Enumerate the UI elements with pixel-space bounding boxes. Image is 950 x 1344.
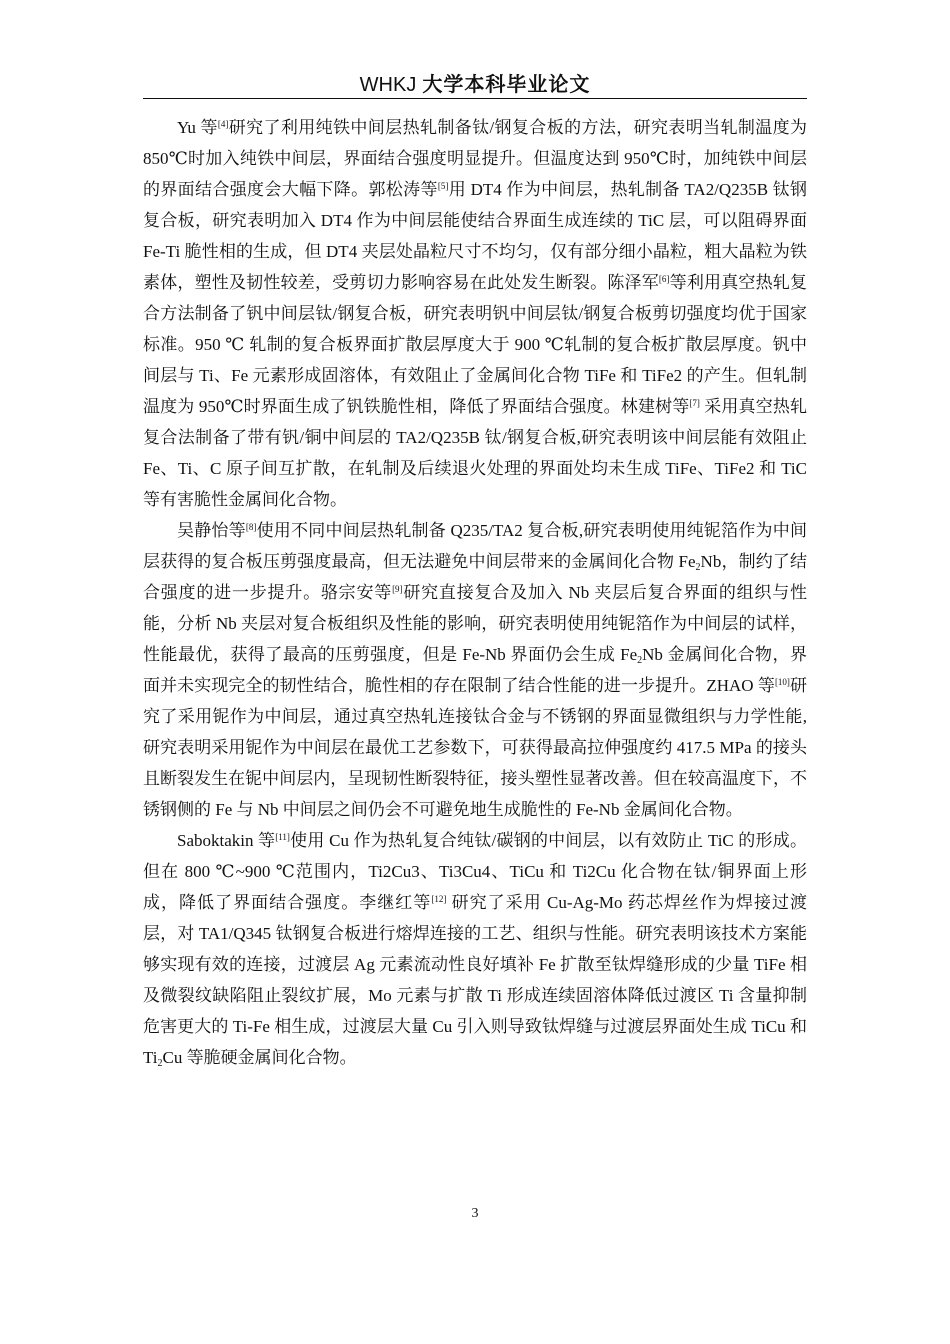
text-run: 使用 Cu 作为热轧复合纯钛/碳钢的中间层，以有效防止 TiC 的形成。但在 800 ℃~900 ℃范围内，Ti2Cu3、Ti3Cu4、TiCu 和 Ti2Cu 化合物在钛/铜界面上形成，降低了界面结合强度。李继红等 bbox=[143, 831, 807, 912]
text-run: 等利用真空热轧复合方法制备了钒中间层钛/钢复合板，研究表明钒中间层钛/钢复合板剪切强度均优于国家标准。950 ℃ 轧制的复合板界面扩散层厚度大于 900 ℃轧制的复合板扩散层厚度。钒中间层与 Ti、Fe 元素形成固溶体，有效阻止了金属间化合物 TiFe 和 TiFe2 的产生。但轧制温度为 950℃时界面生成了钒铁脆性相，降低了界面结合强度。林建树等 bbox=[143, 273, 808, 416]
subscript: 2 bbox=[157, 1058, 163, 1069]
paragraph-2 bbox=[143, 515, 807, 825]
header-title: 大学本科毕业论文 bbox=[422, 74, 591, 96]
citation: [10] bbox=[774, 677, 790, 687]
subscript: 2 bbox=[695, 562, 701, 573]
header-latin: WHKJ bbox=[359, 74, 417, 96]
citation: [12] bbox=[431, 894, 447, 904]
citation: [9] bbox=[392, 584, 403, 594]
text-run: Saboktakin 等 bbox=[177, 831, 276, 850]
page-header bbox=[143, 68, 807, 97]
citation: [5] bbox=[437, 181, 449, 191]
text-run: 研究了利用纯铁中间层热轧制备钛/钢复合板的方法，研究表明当轧制温度为 850℃时加入纯铁中间层，界面结合强度明显提升。但温度达到 950℃时，加纯铁中间层的界面结合强度会大幅下降。郭松涛等 bbox=[143, 118, 807, 199]
text-run: 研究了采用铌作为中间层，通过真空热轧连接钛合金与不锈钢的界面显微组织与力学性能,研究表明采用铌作为中间层在最优工艺参数下，可获得最高拉伸强度约 417.5 MPa 的接头且断裂发生在铌中间层内，呈现韧性断裂特征，接头塑性显著改善。但在较高温度下，不锈钢侧的 Fe 与 Nb 中间层之间仍会不可避免地生成脆性的 Fe-Nb 金属间化合物。 bbox=[143, 676, 808, 819]
page-number: 3 bbox=[471, 1206, 479, 1221]
text-run: 研究了采用 Cu-Ag-Mo 药芯焊丝作为焊接过渡层，对 TA1/Q345 钛钢复合板进行熔焊连接的工艺、组织与性能。研究表明该技术方案能够实现有效的连接，过渡层 Ag 元素流动性良好填补 Fe 扩散至钛焊缝形成的少量 TiFe 相及微裂纹缺陷阻止裂纹扩展，Mo 元素与扩散 Ti 形成连续固溶体降低过渡区 Ti 含量抑制危害更大的 Ti-Fe 相生成，过渡层大量 Cu 引入则导致钛焊缝与过渡层界面处生成 TiCu 和 Ti bbox=[143, 893, 808, 1067]
text-run: Yu 等 bbox=[177, 118, 218, 137]
citation: [6] bbox=[658, 274, 670, 284]
document-body bbox=[143, 112, 807, 1073]
paragraph-3 bbox=[143, 825, 807, 1073]
text-run: 研究直接复合及加入 Nb 夹层后复合界面的组织与性能，分析 Nb 夹层对复合板组织及性能的影响，研究表明使用纯铌箔作为中间层的试样，性能最优，获得了最高的压剪强度，但是 Fe-Nb 界面仍会生成 Fe bbox=[143, 583, 808, 664]
text-run: 使用不同中间层热轧制备 Q235/TA2 复合板,研究表明使用纯铌箔作为中间层获得的复合板压剪强度最高，但无法避免中间层带来的金属间化合物 Fe bbox=[143, 521, 807, 571]
paragraph-1 bbox=[143, 112, 807, 515]
subscript: 2 bbox=[637, 655, 643, 666]
text-run: 采用真空热轧复合法制备了带有钒/铜中间层的 TA2/Q235B 钛/钢复合板,研究表明该中间层能有效阻止 Fe、Ti、C 原子间互扩散，在轧制及后续退火处理的界面处均未生成 TiFe、TiFe2 和 TiC 等有害脆性金属间化合物。 bbox=[143, 397, 807, 509]
citation: [8] bbox=[245, 522, 257, 532]
citation: [4] bbox=[217, 119, 229, 129]
text-run: 吴静怡等 bbox=[177, 521, 246, 540]
citation: [11] bbox=[275, 832, 290, 842]
header-rule bbox=[143, 98, 807, 99]
text-run: 用 DT4 作为中间层，热轧制备 TA2/Q235B 钛钢复合板，研究表明加入 DT4 作为中间层能使结合界面生成连续的 TiC 层，可以阻碍界面 Fe-Ti 脆性相的生成，但 DT4 夹层处晶粒尺寸不均匀，仅有部分细小晶粒，粗大晶粒为铁素体，塑性及韧性较差，受剪切力影响容易在此处发生断裂。陈泽军 bbox=[143, 180, 807, 292]
text-run: Nb，制约了结合强度的进一步提升。骆宗安等 bbox=[143, 552, 807, 602]
text-run: Nb 金属间化合物，界面并未实现完全的韧性结合，脆性相的存在限制了结合性能的进一步提升。ZHAO 等 bbox=[143, 645, 808, 695]
text-run: Cu 等脆硬金属间化合物。 bbox=[162, 1048, 357, 1067]
citation: [7] bbox=[689, 398, 700, 408]
